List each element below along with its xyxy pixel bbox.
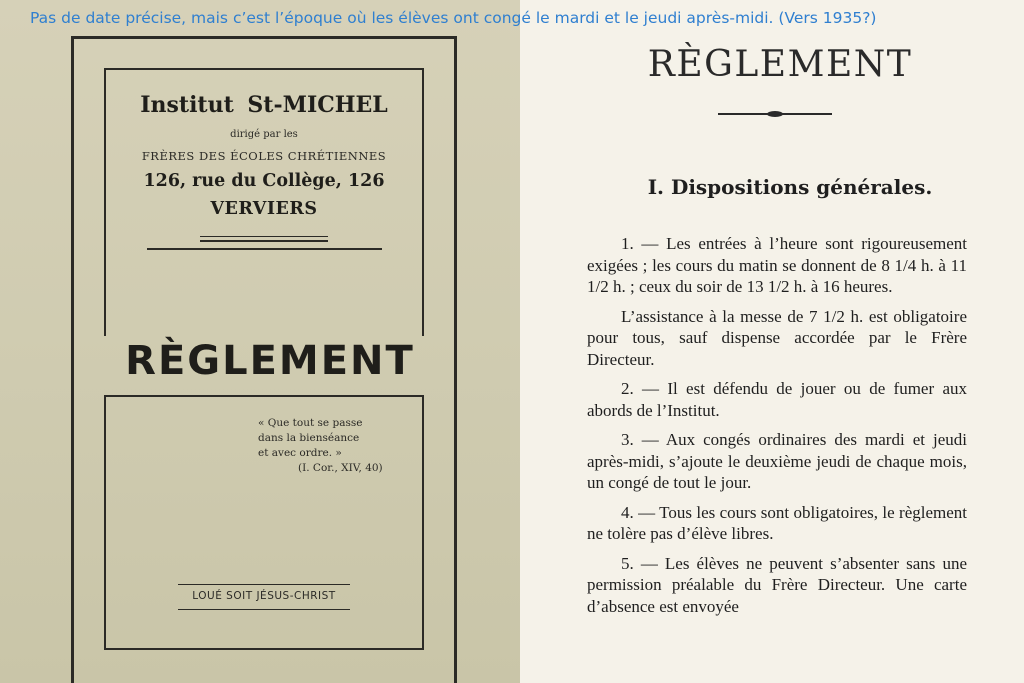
address: 126, rue du Collège, 126 bbox=[143, 171, 385, 191]
caption: Pas de date précise, mais c’est l’époque où les élèves ont congé le mardi et le jeudi après-midi. (Vers 1935?) bbox=[30, 9, 877, 27]
cover-title: RÈGLEMENT bbox=[125, 338, 415, 384]
epigraph-line: et avec ordre. » bbox=[258, 447, 342, 459]
section-title: I. Dispositions générales. bbox=[647, 175, 933, 199]
rule-paragraph: 2. — Il est défendu de jouer ou de fumer aux abords de l’Institut. bbox=[587, 379, 967, 420]
brothers-order: FRÈRES DES ÉCOLES CHRÉTIENNES bbox=[141, 149, 387, 163]
rule-paragraph: 1. — Les entrées à l’heure sont rigoureusement exigées ; les cours du matin se donnent de 8 1/4 h. à 11 1/2 h. ; ceux du soir de 13 1/2 h. à 16 heures. bbox=[587, 234, 967, 296]
institution-name: Institut St-MICHEL bbox=[140, 92, 388, 118]
divider bbox=[178, 609, 350, 610]
rule-paragraph: 4. — Tous les cours sont obligatoires, le règlement ne tolère pas d’élève libres. bbox=[587, 502, 967, 543]
rule-paragraph: 5. — Les élèves ne peuvent s’absenter sans une permission préalable du Frère Directeur. Une carte d’absence est envoyée bbox=[587, 553, 967, 616]
ornament-icon bbox=[718, 109, 832, 119]
divider bbox=[200, 240, 328, 242]
city: VERVIERS bbox=[210, 199, 318, 219]
directed-by: dirigé par les bbox=[230, 129, 298, 140]
rule-paragraph: 3. — Aux congés ordinaires des mardi et jeudi après-midi, s’ajoute le deuxième jeudi de chaque mois, un congé de tout le jour. bbox=[587, 430, 967, 492]
rules-list bbox=[587, 233, 967, 625]
epigraph-line: « Que tout se passe bbox=[258, 417, 363, 429]
motto: LOUÉ SOIT JÉSUS-CHRIST bbox=[192, 590, 336, 602]
divider bbox=[200, 236, 328, 237]
page-title: RÈGLEMENT bbox=[647, 44, 913, 85]
rule-paragraph: L’assistance à la messe de 7 1/2 h. est obligatoire pour tous, sauf dispense accordée par le Frère Directeur. bbox=[587, 306, 967, 369]
epigraph bbox=[258, 416, 428, 476]
divider bbox=[147, 248, 382, 250]
epigraph-line: dans la bienséance bbox=[258, 432, 360, 444]
divider bbox=[178, 584, 350, 585]
epigraph-reference: (I. Cor., XIV, 40) bbox=[298, 462, 383, 474]
